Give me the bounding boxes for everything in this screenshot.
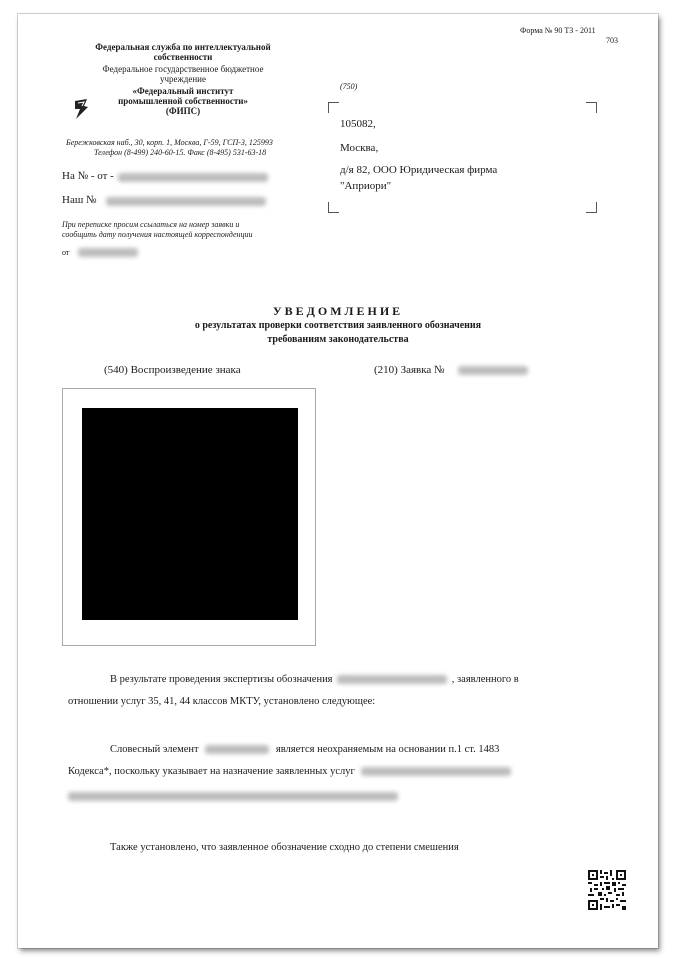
- para1-text-b: , заявленного в: [451, 674, 519, 685]
- para1-line1: [110, 674, 519, 685]
- fips-logo-icon: [72, 98, 90, 120]
- label-540: (540) Воспроизведение знака: [104, 364, 241, 376]
- org-line-7: (ФИПС): [165, 106, 201, 116]
- redacted-line: [68, 792, 398, 801]
- org-address: Бережковская наб., 30, корп. 1, Москва, Г-59, ГСП-3, 125993: [66, 138, 273, 147]
- redacted-date: [78, 248, 138, 257]
- label-210: (210) Заявка №: [374, 364, 445, 376]
- trademark-image-redacted: [82, 408, 298, 620]
- qr-code-icon: [588, 870, 626, 910]
- para1-line2: отношении услуг 35, 41, 44 классов МКТУ, установлено следующее:: [68, 696, 376, 707]
- org-header: [58, 42, 308, 116]
- recipient-postcode: 105082,: [340, 118, 376, 130]
- address-corner-tr: [586, 102, 597, 113]
- document-page: [18, 14, 658, 948]
- redacted-ref-1: [118, 173, 268, 182]
- redacted-services: [361, 767, 511, 776]
- ref-nash-label: Наш №: [62, 194, 97, 206]
- recipient-code: (750): [340, 82, 358, 91]
- para3-text: Также установлено, что заявленное обозначение сходно до степени смешения: [110, 842, 459, 853]
- para2-text-c: Кодекса*, поскольку указывает на назначение заявленных услуг: [68, 766, 355, 777]
- ref-na-label: На № - от -: [62, 170, 114, 182]
- document-subtitle-2: требованиям законодательства: [267, 334, 409, 345]
- ref-note-3: от: [62, 248, 70, 257]
- document-subtitle-1: о результатах проверки соответствия заявленного обозначения: [194, 320, 482, 331]
- org-line-6: промышленной собственности»: [118, 96, 248, 106]
- para2-text-b: является неохраняемым на основании п.1 ст. 1483: [275, 744, 500, 755]
- form-number: Форма № 90 ТЗ - 2011: [520, 26, 596, 35]
- redacted-element: [205, 745, 269, 754]
- para2-text-a: Словесный элемент: [110, 744, 199, 755]
- recipient-city: Москва,: [340, 142, 379, 154]
- address-corner-bl: [328, 202, 339, 213]
- para1-text-a: В результате проведения экспертизы обозначения: [110, 674, 333, 685]
- redacted-ref-2: [106, 197, 266, 206]
- ref-note-2: сообщить дату получения настоящей корреспонденции: [62, 230, 253, 239]
- address-corner-tl: [328, 102, 339, 113]
- form-suffix: 703: [606, 36, 618, 45]
- org-line-2: собственности: [153, 52, 213, 62]
- org-line-1: Федеральная служба по интеллектуальной: [95, 42, 271, 52]
- org-line-4: учреждение: [160, 74, 206, 84]
- para2-line1: [110, 744, 499, 755]
- org-phone: Телефон (8-499) 240-60-15. Факс (8-495) 531-63-18: [94, 148, 267, 157]
- org-line-5: «Федеральный институт: [132, 86, 234, 96]
- org-line-3: Федеральное государственное бюджетное: [102, 64, 264, 74]
- redacted-mark: [337, 675, 447, 684]
- document-title: УВЕДОМЛЕНИЕ: [272, 304, 404, 318]
- ref-note-1: При переписке просим ссылаться на номер заявки и: [62, 220, 240, 229]
- recipient-line: д/я 82, ООО Юридическая фирма: [340, 164, 498, 176]
- para2-line2: [68, 766, 511, 777]
- recipient-firm: "Априори": [340, 180, 392, 192]
- address-corner-br: [586, 202, 597, 213]
- redacted-application-number: [458, 366, 528, 375]
